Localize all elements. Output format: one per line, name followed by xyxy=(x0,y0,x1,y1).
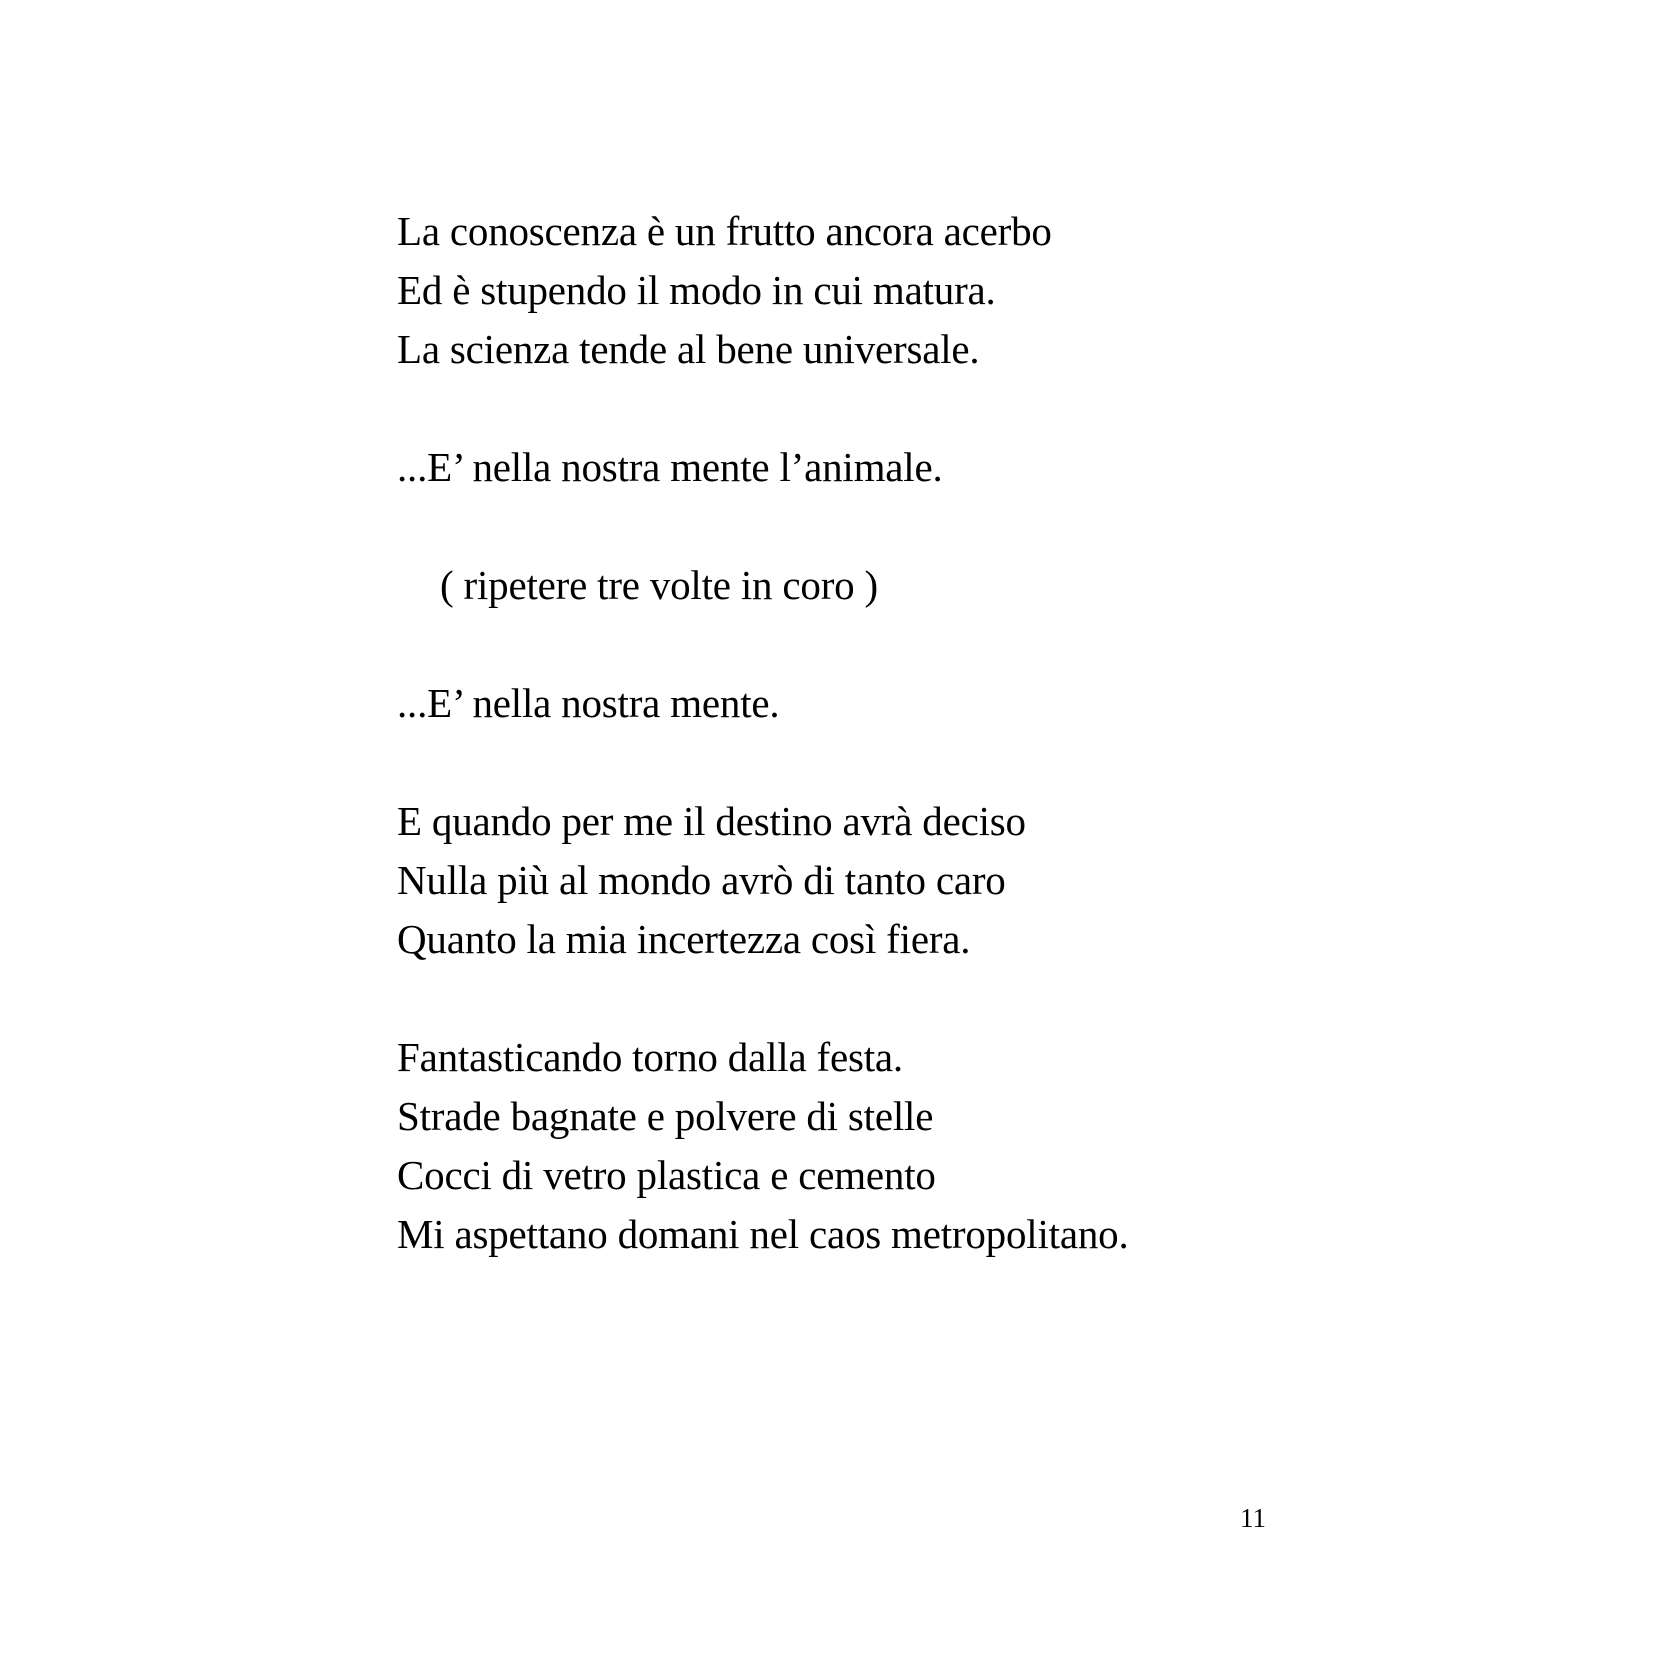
poem-line-mind: ...E’ nella nostra mente. xyxy=(397,680,780,726)
stanza-gap xyxy=(397,733,1397,792)
stanza-gap xyxy=(397,497,1397,556)
poem-line: Strade bagnate e polvere di stelle xyxy=(397,1093,934,1139)
stanza-gap xyxy=(397,615,1397,674)
stage-direction: ( ripetere tre volte in coro ) xyxy=(440,562,878,608)
poem-line: La scienza tende al bene universale. xyxy=(397,326,980,372)
stanza-gap xyxy=(397,969,1397,1028)
poem-body xyxy=(397,202,1397,1264)
poem-line: Nulla più al mondo avrò di tanto caro xyxy=(397,857,1006,903)
stanza-1 xyxy=(397,202,1397,379)
stanza-gap xyxy=(397,379,1397,438)
poem-line: Cocci di vetro plastica e cemento xyxy=(397,1152,936,1198)
poem-line: Mi aspettano domani nel caos metropolitano. xyxy=(397,1211,1129,1257)
poem-line: Ed è stupendo il modo in cui matura. xyxy=(397,267,996,313)
poem-line: E quando per me il destino avrà deciso xyxy=(397,798,1026,844)
poem-line-animal: ...E’ nella nostra mente l’animale. xyxy=(397,444,943,490)
poem-line: Quanto la mia incertezza così fiera. xyxy=(397,916,971,962)
poem-line: Fantasticando torno dalla festa. xyxy=(397,1034,903,1080)
stanza-2 xyxy=(397,792,1397,969)
stanza-3 xyxy=(397,1028,1397,1264)
poem-line: La conoscenza è un frutto ancora acerbo xyxy=(397,208,1052,254)
page-number: 11 xyxy=(1240,1503,1266,1533)
